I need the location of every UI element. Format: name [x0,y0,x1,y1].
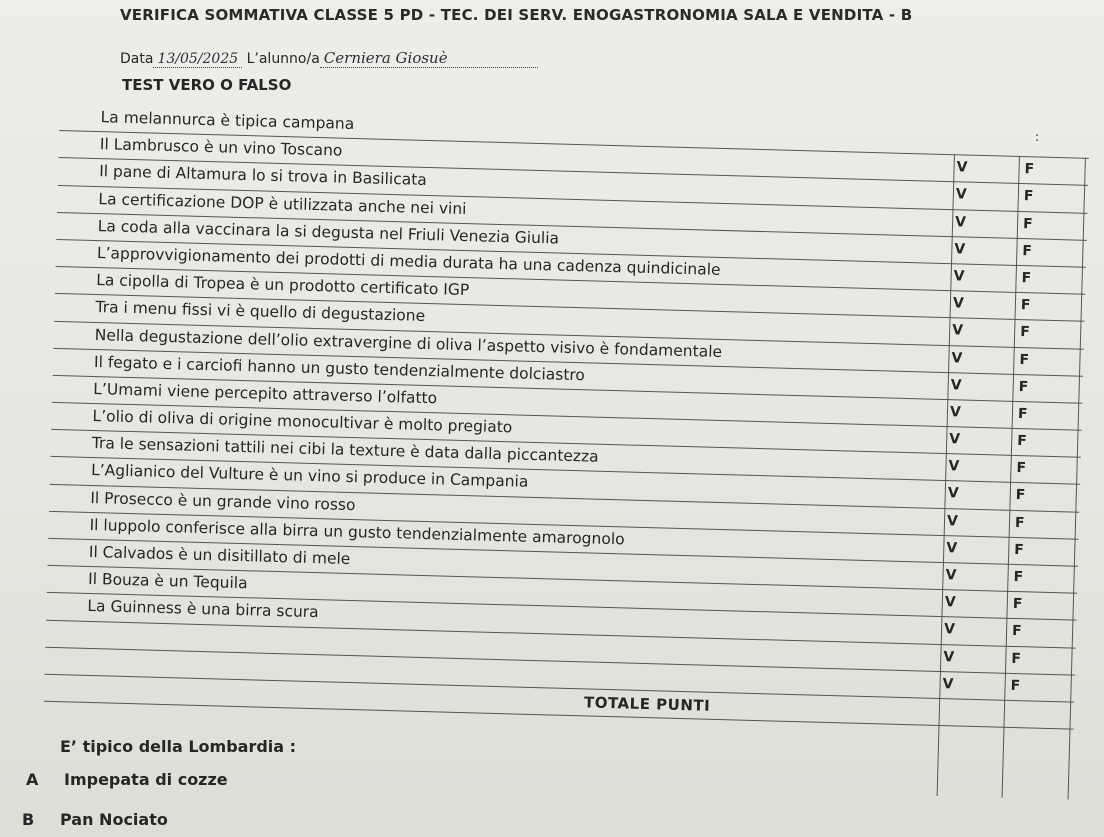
true-option[interactable]: V [949,404,962,421]
section-title: TEST VERO O FALSO [122,76,292,94]
true-option[interactable]: V [951,322,964,339]
false-option[interactable]: F [1018,378,1029,395]
false-option[interactable]: F [1021,270,1032,287]
false-option[interactable]: F [1017,433,1028,450]
question-text: E’ tipico della Lombardia : [60,737,297,756]
question-text: La Guinness è una birra scura [87,597,319,622]
true-option[interactable]: V [947,485,959,502]
false-option[interactable]: F [1011,623,1022,640]
true-option[interactable]: V [950,376,962,394]
false-option[interactable]: F [1019,351,1030,368]
question-text: Il Bouza è un Tequila [87,570,248,593]
true-option[interactable]: V [955,186,967,203]
option-text: Pan Nociato [60,810,168,829]
true-option[interactable]: V [954,240,966,258]
false-option[interactable]: F [1014,514,1025,531]
student-label: L’alunno/a [246,51,320,67]
false-option[interactable]: F [1019,324,1030,341]
question-text: La cipolla di Tropea è un prodotto certificato IGP [96,271,470,300]
false-option[interactable]: F [1024,161,1035,178]
question-text: La coda alla vaccinara la si degusta nel Friuli Venezia Giulia [97,216,560,248]
student-info-line [120,49,538,67]
false-option[interactable]: F [1014,541,1025,559]
false-option[interactable]: F [1022,215,1033,232]
true-option[interactable]: V [953,268,965,285]
option-letter: B [22,810,35,829]
question-text: Nella degustazione dell’olio extravergine di oliva l’aspetto visivo è fondamentale [94,325,723,361]
true-option[interactable]: V [946,512,959,530]
question-text: Il Lambrusco è un vino Toscano [99,135,343,160]
date-value: 13/05/2025 [153,51,242,68]
question-text: Tra i menu fissi vi è quello di degustazione [95,298,426,326]
true-option[interactable]: V [942,675,954,693]
question-text: Tra le sensazioni tattili nei cibi la texture è data dalla piccantezza [91,434,599,466]
option-text: Impepata di cozze [64,770,228,789]
true-option[interactable]: V [952,295,964,312]
true-false-table [44,104,1090,730]
false-option[interactable]: F [1011,650,1022,667]
true-option[interactable]: V [944,594,956,611]
question-text: Il luppolo conferisce alla birra un gusto tendenzialmente amarognolo [89,515,625,549]
false-option[interactable]: F [1013,568,1024,586]
answer-option [26,770,228,789]
question-text: La certificazione DOP è utilizzata anche nei vini [98,189,467,218]
false-option[interactable]: F [1016,460,1027,477]
question-text: Il Prosecco è un grande vino rosso [90,488,356,514]
true-option[interactable]: V [954,213,967,231]
question-text: La melannurca è tipica campana [100,108,355,133]
question-text: Il Calvados è un disitillato di mele [88,542,351,569]
true-option[interactable]: V [956,159,968,176]
true-option[interactable]: V [949,431,961,448]
false-option[interactable]: F [1010,677,1021,694]
true-option[interactable]: V [943,621,956,638]
false-option[interactable]: F [1017,405,1028,423]
question-text: L’Aglianico del Vulture è un vino si produce in Campania [90,461,529,492]
student-name: Cerniera Giosuè [320,49,538,68]
false-option[interactable]: F [1012,596,1023,613]
stray-mark: : [1035,130,1040,144]
total-label: TOTALE PUNTI [583,693,711,715]
true-option[interactable]: V [951,349,963,366]
question-text: L’approvvigionamento dei prodotti di media durata ha una cadenza quindicinale [96,243,721,279]
answer-option [22,810,168,829]
false-option[interactable]: F [1023,188,1034,205]
date-label: Data [120,51,154,67]
question-text: Il fegato e i carciofi hanno un gusto tendenzialmente dolciastro [93,352,586,384]
false-option[interactable]: F [1020,297,1031,314]
true-option[interactable]: V [943,648,955,665]
question-text: Il pane di Altamura lo si trova in Basilicata [98,162,428,190]
question-text: L’olio di oliva di origine monocultivar è molto pregiato [92,407,513,437]
true-option[interactable]: V [946,539,958,557]
page-title: VERIFICA SOMMATIVA CLASSE 5 PD - TEC. DEI SERV. ENOGASTRONOMIA SALA E VENDITA - B [120,6,913,24]
false-option[interactable]: F [1015,487,1026,504]
option-letter: A [26,770,39,789]
true-option[interactable]: V [945,567,957,584]
true-option[interactable]: V [948,458,960,475]
false-option[interactable]: F [1022,242,1033,260]
question-text: L’Umami viene percepito attraverso l’olfatto [93,379,438,408]
